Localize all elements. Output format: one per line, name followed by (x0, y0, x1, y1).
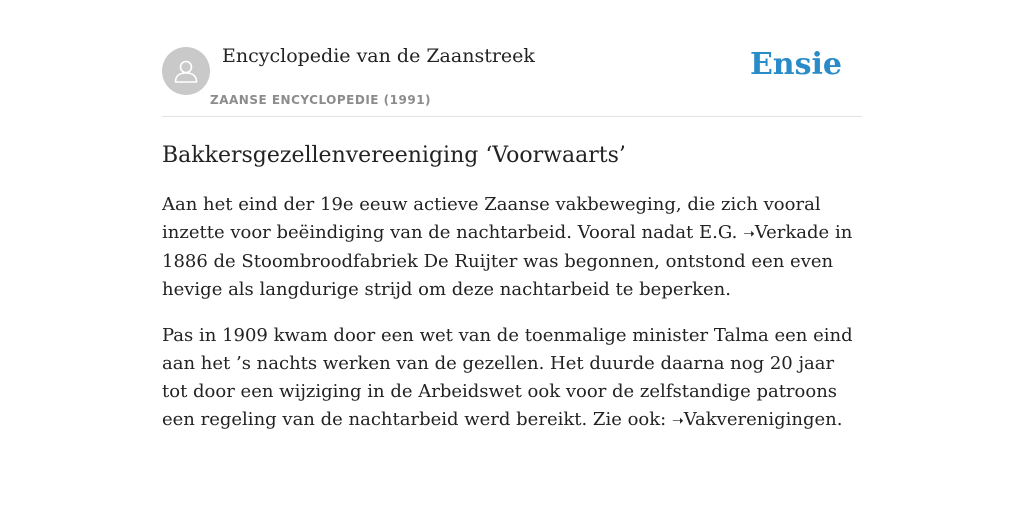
arrow-right-icon: ➝ (671, 413, 684, 429)
link-vakverenigingen[interactable] (672, 409, 837, 430)
link-vakverenigingen-label: Vakverenigingen (683, 409, 837, 430)
link-verkade-label: Verkade (754, 222, 830, 243)
brand-logo[interactable]: Ensie (749, 47, 842, 82)
paragraph-1-text-b: in 1886 de Stoombroodfabriek De Ruijter was begonnen, ontstond een even hevige als langdurige strijd om deze nachtarbeid te beperken. (162, 222, 853, 300)
paragraph-2 (162, 322, 862, 435)
source-title[interactable]: Encyclopedie van de Zaanstreek (222, 45, 535, 67)
link-verkade[interactable] (743, 222, 829, 243)
paragraph-1 (162, 191, 862, 304)
paragraph-2-text-a: Pas in 1909 kwam door een wet van de toenmalige minister Talma een eind aan het ’s nachts werken van de gezellen. Het duurde daarna nog 20 jaar tot door een wijziging in de Arbeidswet ook voor de zelfstandige patroons een regeling van de nachtarbeid werd bereikt. Zie ook: (162, 325, 853, 430)
paragraph-2-text-b: . (836, 409, 843, 430)
paragraph-1-text-a: Aan het eind der 19e eeuw actieve Zaanse vakbeweging, die zich vooral inzette voor beëindiging van de nachtarbeid. Vooral nadat E.G. (162, 194, 821, 243)
arrow-right-icon: ➝ (743, 226, 755, 242)
entry-card (162, 0, 862, 512)
user-silhouette-icon (172, 57, 200, 85)
entry-body (162, 191, 862, 435)
source-subtitle: ZAANSE ENCYCLOPEDIE (1991) (210, 93, 432, 107)
source-avatar[interactable] (162, 47, 210, 95)
source-header (162, 0, 862, 117)
entry-title: Bakkersgezellenvereeniging ‘Voorwaarts’ (162, 143, 626, 168)
